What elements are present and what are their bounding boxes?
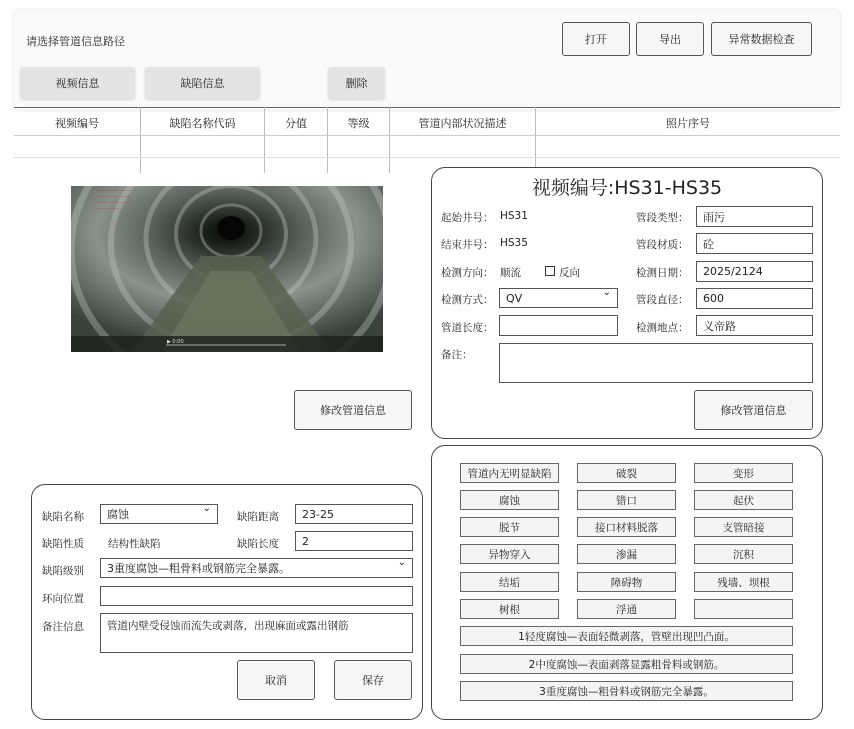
export-button[interactable]: 导出	[636, 22, 704, 56]
video-player[interactable]	[71, 186, 383, 352]
segment-type-input[interactable]: 雨污	[696, 206, 813, 227]
diameter-label: 管段直径：	[636, 294, 689, 306]
defect-distance-label: 缺陷距离	[237, 511, 279, 523]
length-input[interactable]	[499, 315, 618, 336]
defect-distance-input[interactable]: 23-25	[295, 504, 413, 524]
material-label: 管段材质：	[636, 239, 689, 251]
table-top-border	[14, 107, 840, 108]
start-well-label: 起始井号：	[441, 212, 494, 224]
defect-name-select[interactable]: 腐蚀 ⌄	[100, 504, 218, 524]
col-description[interactable]: 管道内部状况描述	[418, 117, 507, 130]
ring-position-input[interactable]	[100, 586, 413, 606]
video-id-title: 视频编号:HS31-HS35	[531, 177, 723, 199]
end-well-label: 结束井号：	[441, 239, 494, 251]
defect-type-button[interactable]: 变形	[694, 463, 793, 483]
col-photo-no[interactable]: 照片序号	[666, 117, 710, 130]
delete-button[interactable]: 删除	[328, 67, 385, 99]
modify-pipe-info-button-left[interactable]: 修改管道信息	[294, 390, 412, 430]
segment-type-label: 管段类型：	[636, 212, 689, 224]
col-divider	[327, 107, 328, 173]
reverse-checkbox[interactable]	[545, 266, 555, 276]
defect-length-input[interactable]: 2	[295, 531, 413, 551]
date-label: 检测日期：	[636, 267, 689, 279]
defect-level-3-button[interactable]: 3重度腐蚀—粗骨料或钢筋完全暴露。	[460, 681, 793, 701]
defect-type-button[interactable]: 起伏	[694, 490, 793, 510]
defect-type-button[interactable]: 脱节	[460, 517, 559, 537]
defect-name-label: 缺陷名称	[42, 511, 84, 523]
save-button[interactable]: 保存	[334, 660, 412, 700]
table-row-divider	[14, 157, 840, 158]
col-divider	[140, 107, 141, 173]
defect-nature-value: 结构性缺陷	[108, 538, 161, 550]
defect-type-button[interactable]: 浮通	[577, 599, 676, 619]
direction-value: 顺流	[500, 267, 521, 279]
video-controls[interactable]: ▶ 0:00	[167, 339, 184, 345]
end-well-value: HS35	[500, 237, 528, 249]
defect-type-button[interactable]: 接口材料脱落	[577, 517, 676, 537]
table-header-divider	[14, 135, 840, 136]
remark-label: 备注：	[441, 349, 473, 361]
defect-type-button[interactable]: 腐蚀	[460, 490, 559, 510]
defect-type-button[interactable]: 管道内无明显缺陷	[460, 463, 559, 483]
length-label: 管道长度：	[441, 322, 494, 334]
col-divider	[389, 107, 390, 173]
open-button[interactable]: 打开	[562, 22, 630, 56]
col-defect-code[interactable]: 缺陷名称代码	[169, 117, 236, 130]
defect-remark-label: 备注信息	[42, 621, 84, 633]
col-video-id[interactable]: 视频编号	[55, 117, 99, 130]
reverse-label: 反向	[559, 267, 580, 279]
col-score[interactable]: 分值	[285, 117, 307, 130]
material-input[interactable]: 砼	[696, 233, 813, 254]
defect-type-button[interactable]: 破裂	[577, 463, 676, 483]
defect-type-button[interactable]: 树根	[460, 599, 559, 619]
defect-type-button[interactable]: 支管暗接	[694, 517, 793, 537]
col-divider	[264, 107, 265, 173]
tab-video-info[interactable]: 视频信息	[20, 67, 135, 99]
method-select[interactable]: QV ⌄	[499, 288, 618, 308]
anomaly-check-button[interactable]: 异常数据检查	[711, 22, 812, 56]
defect-type-button[interactable]: 错口	[577, 490, 676, 510]
col-divider	[535, 107, 536, 173]
defect-nature-label: 缺陷性质	[42, 538, 84, 550]
defect-type-button[interactable]: 残墙、坝根	[694, 572, 793, 592]
defect-type-button[interactable]	[694, 599, 793, 619]
start-well-value: HS31	[500, 210, 528, 222]
tab-defect-info[interactable]: 缺陷信息	[145, 67, 260, 99]
defect-type-button[interactable]: 异物穿入	[460, 544, 559, 564]
diameter-input[interactable]: 600	[696, 288, 813, 309]
ring-position-label: 环向位置	[42, 593, 84, 605]
defect-type-button[interactable]: 障碍物	[577, 572, 676, 592]
direction-label: 检测方向：	[441, 267, 494, 279]
defect-type-button[interactable]: 沉积	[694, 544, 793, 564]
defect-level-label: 缺陷级别	[42, 565, 84, 577]
remark-input[interactable]	[499, 343, 813, 383]
video-overlay-text: —— —— —— —— —— —— —— —— —— —— ——	[97, 188, 131, 212]
defect-level-2-button[interactable]: 2中度腐蚀—表面剥落显露粗骨料或钢筋。	[460, 654, 793, 674]
modify-pipe-info-button[interactable]: 修改管道信息	[694, 390, 813, 430]
defect-level-select[interactable]: 3重度腐蚀—粗骨料或钢筋完全暴露。 ⌄	[100, 558, 413, 578]
defect-type-button[interactable]: 结垢	[460, 572, 559, 592]
path-label: 请选择管道信息路径	[26, 35, 125, 48]
defect-level-1-button[interactable]: 1轻度腐蚀—表面轻微剥落，管壁出现凹凸面。	[460, 626, 793, 646]
date-input[interactable]: 2025/2124	[696, 261, 813, 282]
defect-length-label: 缺陷长度	[237, 538, 279, 550]
col-grade[interactable]: 等级	[347, 117, 370, 130]
location-input[interactable]: 义帝路	[696, 315, 813, 336]
method-label: 检测方式：	[441, 294, 494, 306]
defect-type-button[interactable]: 渗漏	[577, 544, 676, 564]
defect-remark-input[interactable]: 管道内壁受侵蚀而流失或剥落，出现麻面或露出钢筋	[100, 613, 413, 653]
cancel-button[interactable]: 取消	[237, 660, 315, 700]
location-label: 检测地点：	[636, 322, 689, 334]
